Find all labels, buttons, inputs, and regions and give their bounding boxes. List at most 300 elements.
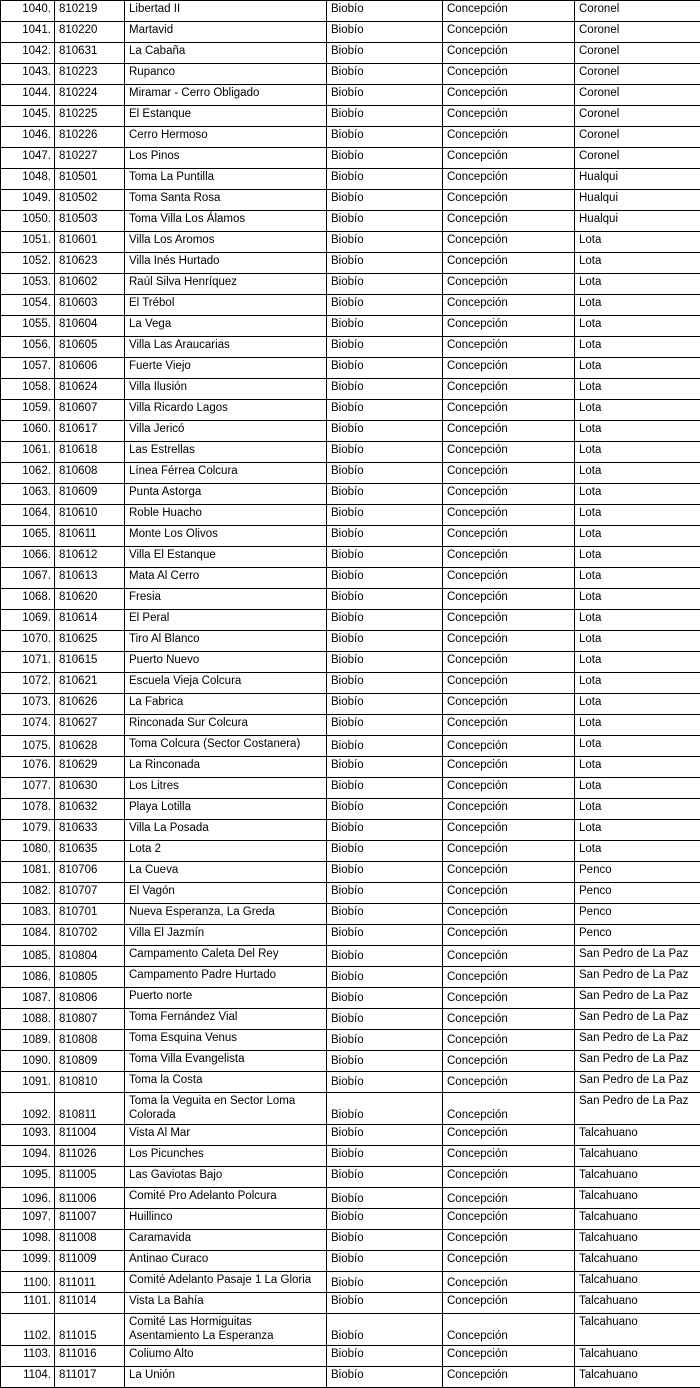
row-province: Concepción (443, 1146, 575, 1167)
row-province: Concepción (443, 484, 575, 505)
table-row (1, 778, 700, 799)
row-region: Biobío (327, 1314, 443, 1346)
row-commune: Lota (575, 400, 700, 421)
row-name: Vista La Bahía (125, 1293, 327, 1314)
row-code: 810226 (55, 127, 125, 148)
row-commune: Lota (575, 715, 700, 736)
row-name: Villa El Estanque (125, 547, 327, 568)
table-row (1, 463, 700, 484)
row-name: La Vega (125, 316, 327, 337)
table-row (1, 715, 700, 736)
row-province: Concepción (443, 463, 575, 484)
row-commune: Lota (575, 526, 700, 547)
row-code: 810628 (55, 736, 125, 757)
row-name: Villa Ilusión (125, 379, 327, 400)
row-province: Concepción (443, 211, 575, 232)
row-commune: Lota (575, 484, 700, 505)
row-region: Biobío (327, 127, 443, 148)
row-name: Cerro Hermoso (125, 127, 327, 148)
row-number: 1056. (1, 337, 55, 358)
row-region: Biobío (327, 211, 443, 232)
row-number: 1087. (1, 988, 55, 1009)
table-row (1, 904, 700, 925)
row-number: 1081. (1, 862, 55, 883)
row-name: Comité Las Hormiguitas Asentamiento La Esperanza (125, 1314, 327, 1346)
table-row (1, 85, 700, 106)
row-code: 810611 (55, 526, 125, 547)
table-row (1, 1125, 700, 1146)
row-region: Biobío (327, 505, 443, 526)
row-region: Biobío (327, 1230, 443, 1251)
table-row (1, 820, 700, 841)
table-row (1, 127, 700, 148)
row-region: Biobío (327, 862, 443, 883)
row-region: Biobío (327, 1146, 443, 1167)
row-code: 810706 (55, 862, 125, 883)
row-province: Concepción (443, 904, 575, 925)
row-region: Biobío (327, 148, 443, 169)
row-name: Las Gaviotas Bajo (125, 1167, 327, 1188)
row-name: Fuerte Viejo (125, 358, 327, 379)
row-commune: Talcahuano (575, 1125, 700, 1146)
row-name: Punta Astorga (125, 484, 327, 505)
row-name: Caramavida (125, 1230, 327, 1251)
row-name: Lota 2 (125, 841, 327, 862)
row-code: 810631 (55, 43, 125, 64)
row-province: Concepción (443, 337, 575, 358)
row-number: 1084. (1, 925, 55, 946)
row-number: 1062. (1, 463, 55, 484)
row-code: 811005 (55, 1167, 125, 1188)
row-number: 1083. (1, 904, 55, 925)
table-row (1, 169, 700, 190)
row-commune: Lota (575, 295, 700, 316)
row-province: Concepción (443, 862, 575, 883)
row-number: 1070. (1, 631, 55, 652)
row-code: 810624 (55, 379, 125, 400)
row-name: El Vagón (125, 883, 327, 904)
row-name: Toma La Puntilla (125, 169, 327, 190)
row-code: 810617 (55, 421, 125, 442)
table-row (1, 1146, 700, 1167)
row-commune: Lota (575, 610, 700, 631)
row-number: 1093. (1, 1125, 55, 1146)
row-region: Biobío (327, 64, 443, 85)
row-name: Toma Fernández Vial (125, 1009, 327, 1030)
row-number: 1040. (1, 1, 55, 22)
row-commune: Talcahuano (575, 1272, 700, 1293)
row-code: 810601 (55, 232, 125, 253)
row-province: Concepción (443, 232, 575, 253)
row-code: 810620 (55, 589, 125, 610)
row-number: 1094. (1, 1146, 55, 1167)
row-commune: Coronel (575, 43, 700, 64)
row-code: 810606 (55, 358, 125, 379)
row-code: 810807 (55, 1009, 125, 1030)
row-number: 1044. (1, 85, 55, 106)
row-number: 1058. (1, 379, 55, 400)
row-region: Biobío (327, 1293, 443, 1314)
row-region: Biobío (327, 463, 443, 484)
row-commune: Lota (575, 442, 700, 463)
row-commune: Lota (575, 463, 700, 484)
row-commune: Lota (575, 316, 700, 337)
table-row (1, 799, 700, 820)
row-code: 810613 (55, 568, 125, 589)
table-row (1, 631, 700, 652)
row-name: La Fabrica (125, 694, 327, 715)
row-code: 810610 (55, 505, 125, 526)
table-row (1, 316, 700, 337)
row-number: 1043. (1, 64, 55, 85)
row-code: 810626 (55, 694, 125, 715)
row-province: Concepción (443, 1272, 575, 1293)
table-row (1, 1009, 700, 1030)
row-commune: Lota (575, 547, 700, 568)
row-region: Biobío (327, 1093, 443, 1125)
row-commune: Lota (575, 337, 700, 358)
row-code: 810605 (55, 337, 125, 358)
table-row (1, 358, 700, 379)
row-code: 810627 (55, 715, 125, 736)
row-code: 811009 (55, 1251, 125, 1272)
row-commune: Lota (575, 232, 700, 253)
row-commune: Talcahuano (575, 1367, 700, 1388)
table-row (1, 274, 700, 295)
row-region: Biobío (327, 106, 443, 127)
row-number: 1104. (1, 1367, 55, 1388)
row-number: 1072. (1, 673, 55, 694)
row-code: 810629 (55, 757, 125, 778)
table-row (1, 1251, 700, 1272)
row-province: Concepción (443, 883, 575, 904)
row-number: 1059. (1, 400, 55, 421)
row-commune: Coronel (575, 148, 700, 169)
row-region: Biobío (327, 547, 443, 568)
row-code: 810219 (55, 1, 125, 22)
row-name: Puerto norte (125, 988, 327, 1009)
row-region: Biobío (327, 757, 443, 778)
row-region: Biobío (327, 1251, 443, 1272)
row-commune: Penco (575, 883, 700, 904)
row-number: 1100. (1, 1272, 55, 1293)
row-name: Línea Férrea Colcura (125, 463, 327, 484)
row-region: Biobío (327, 1009, 443, 1030)
row-number: 1066. (1, 547, 55, 568)
row-number: 1102. (1, 1314, 55, 1346)
row-commune: San Pedro de La Paz (575, 967, 700, 988)
row-code: 810224 (55, 85, 125, 106)
row-commune: San Pedro de La Paz (575, 1009, 700, 1030)
row-commune: Talcahuano (575, 1230, 700, 1251)
row-region: Biobío (327, 358, 443, 379)
row-number: 1055. (1, 316, 55, 337)
row-commune: Talcahuano (575, 1209, 700, 1230)
row-name: Los Litres (125, 778, 327, 799)
row-commune: Talcahuano (575, 1251, 700, 1272)
table-row (1, 1167, 700, 1188)
row-code: 810621 (55, 673, 125, 694)
row-number: 1068. (1, 589, 55, 610)
table-row (1, 400, 700, 421)
row-name: Los Picunches (125, 1146, 327, 1167)
row-number: 1085. (1, 946, 55, 967)
row-commune: Coronel (575, 127, 700, 148)
row-number: 1065. (1, 526, 55, 547)
row-code: 810609 (55, 484, 125, 505)
row-name: Villa Jericó (125, 421, 327, 442)
row-province: Concepción (443, 526, 575, 547)
row-commune: Lota (575, 505, 700, 526)
table-row (1, 442, 700, 463)
table-row (1, 568, 700, 589)
row-commune: Lota (575, 631, 700, 652)
row-province: Concepción (443, 673, 575, 694)
row-number: 1080. (1, 841, 55, 862)
row-code: 810604 (55, 316, 125, 337)
row-code: 810635 (55, 841, 125, 862)
row-commune: Hualqui (575, 211, 700, 232)
table-row (1, 1, 700, 22)
row-region: Biobío (327, 925, 443, 946)
row-region: Biobío (327, 337, 443, 358)
row-number: 1077. (1, 778, 55, 799)
table-row (1, 1230, 700, 1251)
row-commune: Lota (575, 379, 700, 400)
row-code: 810808 (55, 1030, 125, 1051)
row-province: Concepción (443, 253, 575, 274)
row-code: 810618 (55, 442, 125, 463)
row-commune: Lota (575, 799, 700, 820)
row-commune: Lota (575, 568, 700, 589)
row-province: Concepción (443, 1072, 575, 1093)
table-row (1, 148, 700, 169)
row-number: 1045. (1, 106, 55, 127)
row-code: 810809 (55, 1051, 125, 1072)
row-commune: Talcahuano (575, 1314, 700, 1346)
row-region: Biobío (327, 631, 443, 652)
row-region: Biobío (327, 1367, 443, 1388)
row-number: 1079. (1, 820, 55, 841)
table-row (1, 1272, 700, 1293)
row-region: Biobío (327, 841, 443, 862)
row-name: Toma la Costa (125, 1072, 327, 1093)
row-province: Concepción (443, 967, 575, 988)
table-row (1, 694, 700, 715)
row-code: 810701 (55, 904, 125, 925)
table-row (1, 757, 700, 778)
table-row (1, 337, 700, 358)
row-commune: Penco (575, 925, 700, 946)
row-province: Concepción (443, 547, 575, 568)
row-number: 1091. (1, 1072, 55, 1093)
row-province: Concepción (443, 1167, 575, 1188)
row-name: Rinconada Sur Colcura (125, 715, 327, 736)
table-row (1, 1188, 700, 1209)
row-number: 1057. (1, 358, 55, 379)
row-number: 1073. (1, 694, 55, 715)
row-region: Biobío (327, 778, 443, 799)
row-commune: Lota (575, 736, 700, 757)
row-code: 811017 (55, 1367, 125, 1388)
row-number: 1069. (1, 610, 55, 631)
row-province: Concepción (443, 631, 575, 652)
row-name: Villa Las Araucarias (125, 337, 327, 358)
row-region: Biobío (327, 988, 443, 1009)
row-region: Biobío (327, 904, 443, 925)
row-commune: San Pedro de La Paz (575, 1072, 700, 1093)
row-commune: Lota (575, 694, 700, 715)
row-number: 1076. (1, 757, 55, 778)
row-region: Biobío (327, 316, 443, 337)
row-name: La Rinconada (125, 757, 327, 778)
row-commune: Lota (575, 421, 700, 442)
row-name: Villa Inés Hurtado (125, 253, 327, 274)
row-code: 810503 (55, 211, 125, 232)
row-code: 810632 (55, 799, 125, 820)
row-region: Biobío (327, 673, 443, 694)
row-code: 810625 (55, 631, 125, 652)
table-row (1, 610, 700, 631)
row-commune: Coronel (575, 64, 700, 85)
row-commune: Lota (575, 652, 700, 673)
table-row (1, 673, 700, 694)
table-body (1, 1, 700, 1388)
row-name: Libertad II (125, 1, 327, 22)
row-code: 811015 (55, 1314, 125, 1346)
row-number: 1053. (1, 274, 55, 295)
table-row (1, 946, 700, 967)
row-number: 1050. (1, 211, 55, 232)
row-region: Biobío (327, 1272, 443, 1293)
row-number: 1101. (1, 1293, 55, 1314)
row-code: 810630 (55, 778, 125, 799)
row-name: Campamento Padre Hurtado (125, 967, 327, 988)
row-region: Biobío (327, 799, 443, 820)
row-region: Biobío (327, 526, 443, 547)
row-province: Concepción (443, 316, 575, 337)
row-province: Concepción (443, 1, 575, 22)
row-name: Villa El Jazmín (125, 925, 327, 946)
row-number: 1046. (1, 127, 55, 148)
row-region: Biobío (327, 883, 443, 904)
row-province: Concepción (443, 358, 575, 379)
table-row (1, 106, 700, 127)
row-number: 1042. (1, 43, 55, 64)
row-region: Biobío (327, 169, 443, 190)
row-commune: Coronel (575, 1, 700, 22)
table-row (1, 526, 700, 547)
row-province: Concepción (443, 1188, 575, 1209)
row-province: Concepción (443, 736, 575, 757)
row-name: Villa Los Aromos (125, 232, 327, 253)
row-number: 1097. (1, 1209, 55, 1230)
row-province: Concepción (443, 715, 575, 736)
table-row (1, 925, 700, 946)
row-number: 1071. (1, 652, 55, 673)
row-name: Monte Los Olivos (125, 526, 327, 547)
row-commune: Penco (575, 904, 700, 925)
row-code: 811026 (55, 1146, 125, 1167)
row-province: Concepción (443, 778, 575, 799)
row-region: Biobío (327, 967, 443, 988)
row-province: Concepción (443, 652, 575, 673)
row-code: 810614 (55, 610, 125, 631)
row-province: Concepción (443, 1209, 575, 1230)
row-name: Rupanco (125, 64, 327, 85)
row-name: Toma Villa Los Álamos (125, 211, 327, 232)
row-number: 1054. (1, 295, 55, 316)
row-name: Escuela Vieja Colcura (125, 673, 327, 694)
row-number: 1074. (1, 715, 55, 736)
row-commune: Talcahuano (575, 1346, 700, 1367)
row-name: Playa Lotilla (125, 799, 327, 820)
table-row (1, 736, 700, 757)
row-commune: Lota (575, 274, 700, 295)
row-province: Concepción (443, 400, 575, 421)
row-commune: Lota (575, 253, 700, 274)
row-code: 811014 (55, 1293, 125, 1314)
row-province: Concepción (443, 610, 575, 631)
row-code: 811008 (55, 1230, 125, 1251)
table-row (1, 295, 700, 316)
row-province: Concepción (443, 169, 575, 190)
row-commune: Lota (575, 673, 700, 694)
row-number: 1096. (1, 1188, 55, 1209)
row-name: Huillinco (125, 1209, 327, 1230)
row-province: Concepción (443, 925, 575, 946)
row-region: Biobío (327, 1209, 443, 1230)
row-name: Toma Santa Rosa (125, 190, 327, 211)
row-province: Concepción (443, 127, 575, 148)
row-commune: Lota (575, 358, 700, 379)
row-province: Concepción (443, 148, 575, 169)
row-commune: San Pedro de La Paz (575, 1051, 700, 1072)
row-region: Biobío (327, 820, 443, 841)
row-commune: San Pedro de La Paz (575, 1030, 700, 1051)
row-code: 810227 (55, 148, 125, 169)
table-row (1, 43, 700, 64)
table-row (1, 253, 700, 274)
row-number: 1078. (1, 799, 55, 820)
row-number: 1089. (1, 1030, 55, 1051)
row-code: 810608 (55, 463, 125, 484)
row-number: 1098. (1, 1230, 55, 1251)
row-name: Coliumo Alto (125, 1346, 327, 1367)
table-row (1, 1030, 700, 1051)
row-code: 810702 (55, 925, 125, 946)
row-province: Concepción (443, 505, 575, 526)
row-commune: Hualqui (575, 169, 700, 190)
row-province: Concepción (443, 64, 575, 85)
row-province: Concepción (443, 694, 575, 715)
row-commune: San Pedro de La Paz (575, 946, 700, 967)
row-region: Biobío (327, 1346, 443, 1367)
row-region: Biobío (327, 1125, 443, 1146)
row-number: 1064. (1, 505, 55, 526)
table-row (1, 421, 700, 442)
table-row (1, 589, 700, 610)
table-row (1, 1093, 700, 1125)
row-name: Los Pinos (125, 148, 327, 169)
row-number: 1092. (1, 1093, 55, 1125)
row-name: Puerto Nuevo (125, 652, 327, 673)
row-name: El Estanque (125, 106, 327, 127)
row-region: Biobío (327, 295, 443, 316)
row-number: 1061. (1, 442, 55, 463)
row-region: Biobío (327, 190, 443, 211)
row-name: Comité Adelanto Pasaje 1 La Gloria (125, 1272, 327, 1293)
